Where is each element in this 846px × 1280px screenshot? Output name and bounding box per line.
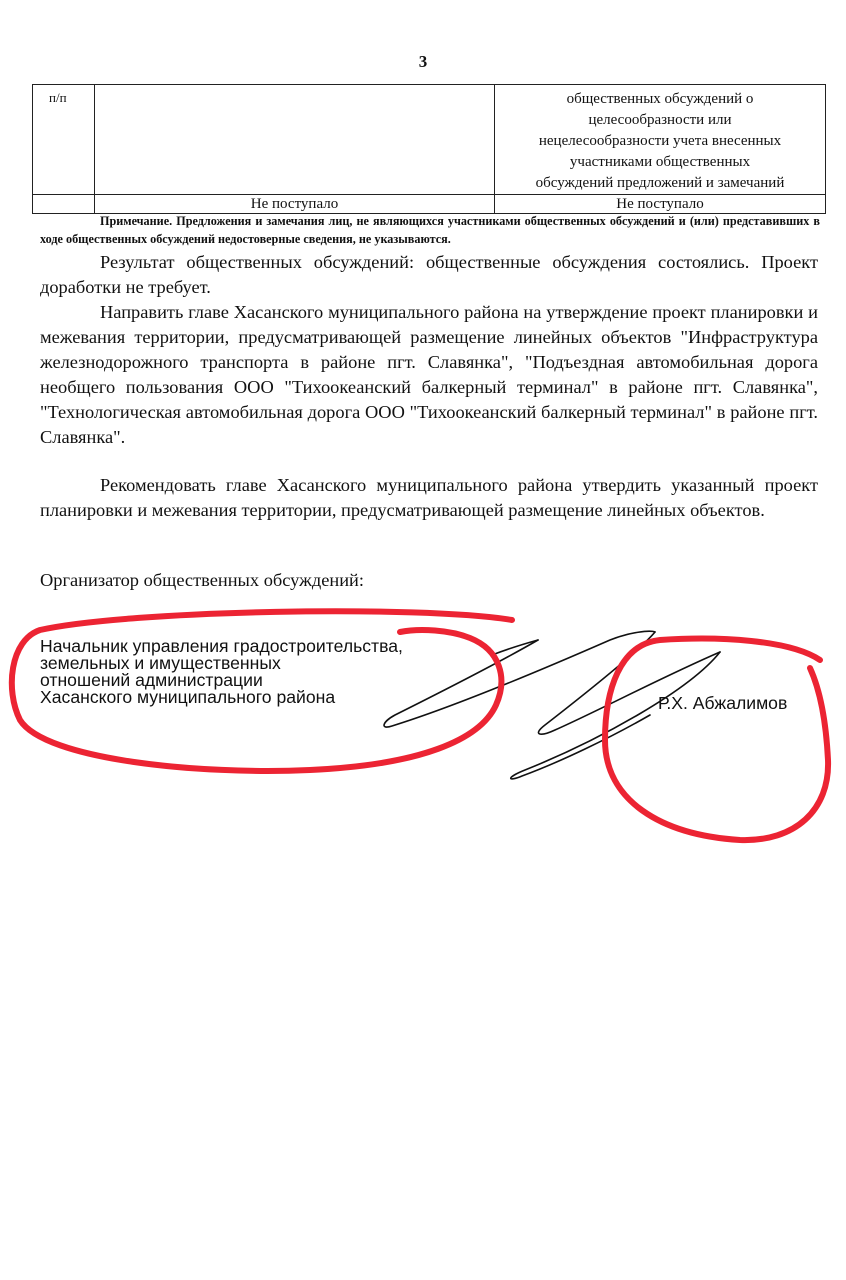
paragraph-recommend: Рекомендовать главе Хасанского муниципального района утвердить указанный проект планировки и межевания территории, предусматривающей размещение линейных объектов. [40,475,818,520]
header-line: нецелесообразности учета внесенных [538,133,782,149]
page-number: 3 [418,52,428,71]
table-header-row [33,85,826,195]
row-value-middle: Не поступало [95,195,495,214]
position-line: Начальник управления градостроительства, [40,636,403,656]
paragraph-result: Результат общественных обсуждений: общественные обсуждения состоялись. Проект доработки не требует. [40,252,818,297]
position-line: отношений администрации [40,670,263,690]
header-line: целесообразности или [588,112,732,128]
row-value-right: Не поступало [495,195,826,214]
table-note: Примечание. Предложения и замечания лиц, не являющихся участниками общественных обсуждений и (или) представивших в ходе общественных обсуждений недостоверные сведения, не указываются. [40,214,820,246]
col-middle-header [95,85,495,195]
paragraph-direct: Направить главе Хасанского муниципального района на утверждение проект планировки и межевания территории, предусматривающей размещение линейных объектов "Инфраструктура железнодорожного транспорта в районе пгт. Славянка", "Подъездная автомобильная дорога необщего пользования ООО "Тихоокеанский балкерный терминал" в районе пгт. Славянка", "Технологическая автомобильная дорога ООО "Тихоокеанский балкерный терминал" в районе пгт. Славянка". [40,302,818,447]
header-line: обсуждений предложений и замечаний [535,175,785,191]
organizer-label: Организатор общественных обсуждений: [40,570,364,590]
row-number-cell [33,195,95,214]
signer-position [40,638,500,706]
position-line: земельных и имущественных [40,653,281,673]
col-right-header [495,85,826,195]
col-number-header: п/п [33,85,95,195]
header-line: общественных обсуждений о [566,91,754,107]
table-row [33,195,826,214]
signer-name: Р.Х. Абжалимов [658,693,788,713]
summary-table [32,84,826,214]
header-line: участниками общественных [569,154,751,170]
position-line: Хасанского муниципального района [40,687,336,707]
red-marker-circle-name [605,639,828,840]
